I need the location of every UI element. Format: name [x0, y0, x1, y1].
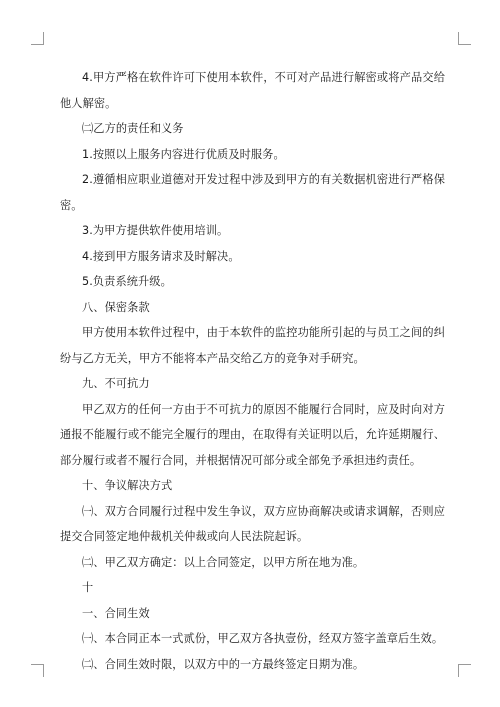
- paragraph: 4.甲方严格在软件许可下使用本软件，不可对产品进行解密或将产品交给他人解密。: [60, 71, 445, 110]
- list-item: 2.遵循相应职业道德对开发过程中涉及到甲方的有关数据机密进行严格保密。: [60, 173, 445, 212]
- paragraph: ㈠、双方合同履行过程中发生争议，双方应协商解决或请求调解，否则应提交合同签定地仲裁机关仲裁或向人民法院起诉。: [60, 504, 445, 543]
- crop-mark-bottom-left: [31, 664, 44, 677]
- paragraph: 甲方使用本软件过程中，由于本软件的监控功能所引起的与员工之间的纠纷与乙方无关，甲方不能将本产品交给乙方的竞争对手研究。: [60, 326, 445, 365]
- list-item: 4.接到甲方服务请求及时解决。: [82, 249, 240, 263]
- paragraph: 甲乙双方的任何一方由于不可抗力的原因不能履行合同时，应及时向对方通报不能履行或不能完全履行的理由，在取得有关证明以后，允许延期履行、部分履行或者不履行合同，并根据情况可部分或全部免予承担违约责任。: [60, 402, 445, 467]
- section-heading: 一、合同生效: [82, 606, 150, 620]
- list-item: 5.负责系统升级。: [82, 275, 172, 288]
- list-item: 1.按照以上服务内容进行优质及时服务。: [82, 147, 285, 161]
- section-heading: 九、不可抗力: [82, 377, 150, 390]
- paragraph: ㈠、本合同正本一式贰份，甲乙双方各执壹份，经双方签字盖章后生效。: [82, 632, 444, 645]
- crop-mark-top-right: [458, 32, 471, 45]
- section-heading: ㈡乙方的责任和义务: [82, 122, 184, 135]
- paragraph: ㈡、合同生效时限，以双方中的一方最终签定日期为准。: [82, 657, 365, 671]
- paragraph: ㈡、甲乙双方确定：以上合同签定，以甲方所在地为准。: [82, 555, 365, 569]
- section-heading: 十: [82, 581, 94, 594]
- section-heading: 十、争议解决方式: [82, 479, 173, 492]
- crop-mark-top-left: [31, 32, 44, 45]
- section-heading: 八、保密条款: [82, 300, 150, 314]
- crop-mark-bottom-right: [458, 664, 471, 677]
- list-item: 3.为甲方提供软件使用培训。: [82, 224, 229, 237]
- document-body: [60, 65, 445, 677]
